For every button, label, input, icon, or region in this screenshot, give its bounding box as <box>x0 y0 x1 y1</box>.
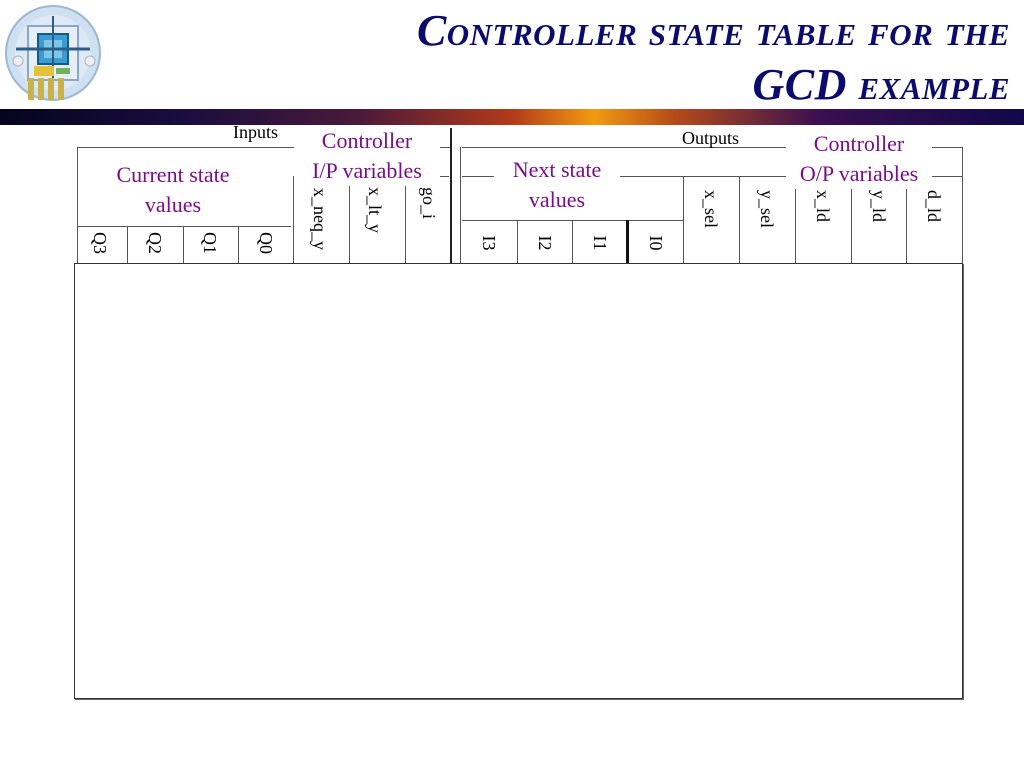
table-body-cover <box>74 263 963 699</box>
col-header-i1: I1 <box>590 235 610 251</box>
col-header-q0: Q0 <box>256 232 276 254</box>
slide-title-line1: Controller state table for the <box>416 6 1010 55</box>
circuit-chip-logo-icon <box>4 4 102 102</box>
next-state-annotation: Next state values <box>494 155 620 215</box>
slide-title-line2: GCD example <box>752 60 1010 109</box>
col-header-go-i: go_i <box>419 186 439 219</box>
col-header-q1: Q1 <box>200 232 220 254</box>
current-state-annotation: Current state values <box>116 162 230 217</box>
outputs-header: Outputs <box>682 128 740 148</box>
col-header-q2: Q2 <box>145 232 165 254</box>
col-header-q3: Q3 <box>90 232 110 254</box>
col-header-d-ld: d_ld <box>924 189 944 222</box>
col-header-y-ld: y_ld <box>869 189 889 222</box>
controller-op-annotation: Controller O/P variables <box>786 129 932 189</box>
header-divider-band <box>0 109 1024 125</box>
col-header-x-ld: x_ld <box>813 189 833 222</box>
inputs-header: Inputs <box>233 122 278 142</box>
col-header-i0: I0 <box>646 235 666 251</box>
col-header-x-lt-y: x_lt_y <box>365 186 385 233</box>
col-header-x-neq-y: x_neq_y <box>310 188 330 250</box>
col-header-x-sel: x_sel <box>701 190 721 228</box>
controller-ip-annotation: Controller I/P variables <box>294 126 440 186</box>
col-header-i3: I3 <box>479 235 499 251</box>
col-header-y-sel: y_sel <box>757 190 777 228</box>
col-header-i2: I2 <box>535 235 555 251</box>
slide-title <box>190 4 1010 112</box>
next-state-divider-line <box>462 220 684 221</box>
